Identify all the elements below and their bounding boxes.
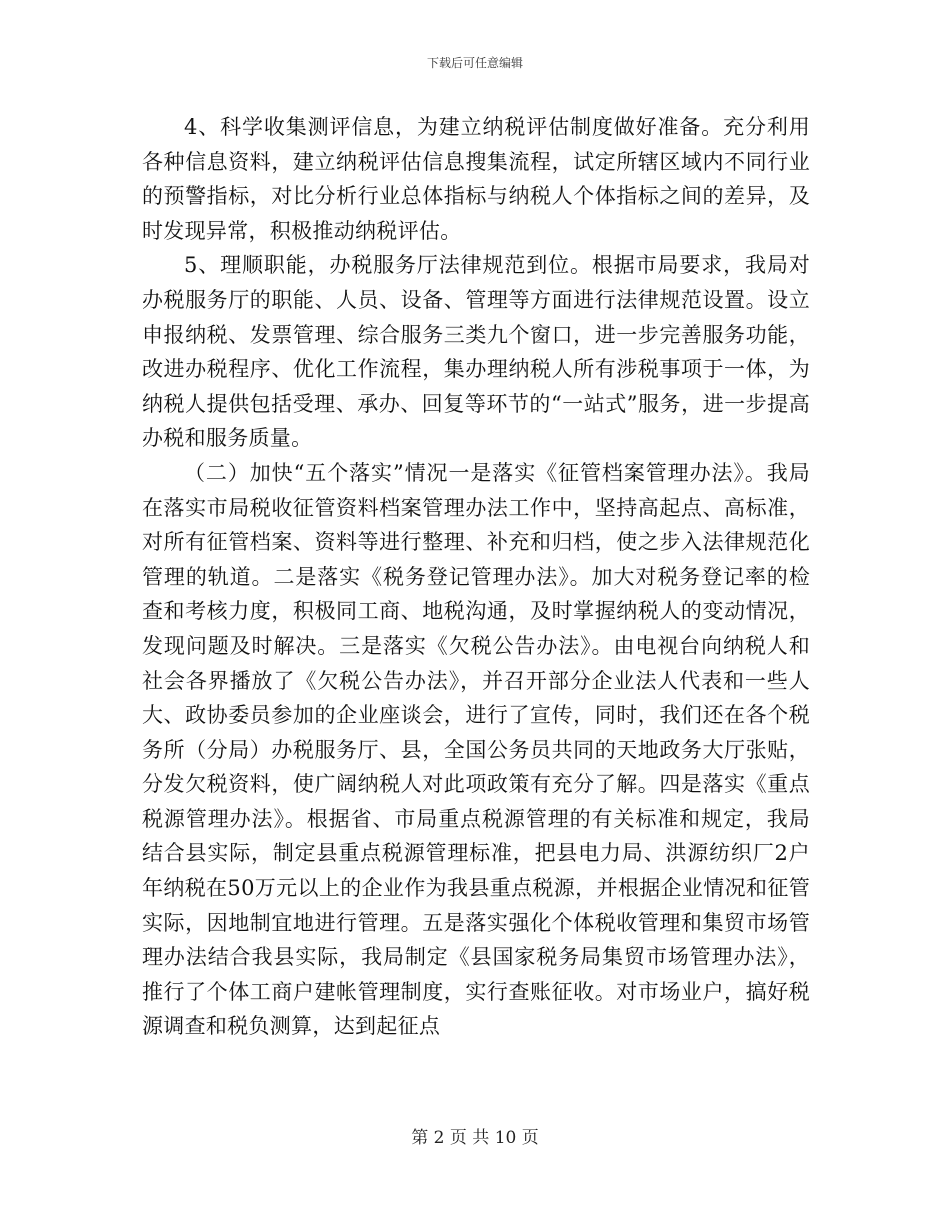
document-body: [142, 110, 810, 1044]
paragraph-item-4: 4、科学收集测评信息，为建立纳税评估制度做好准备。充分利用各种信息资料，建立纳税评估信息搜集流程，试定所辖区域内不同行业的预警指标，对比分析行业总体指标与纳税人个体指标之间的差异，及时发现异常，积极推动纳税评估。: [142, 115, 810, 243]
page-header: 下载后可任意编辑: [426, 56, 523, 70]
page-footer: 第 2 页 共 10 页: [411, 1128, 539, 1148]
paragraph-item-5: 5、理顺职能，办税服务厅法律规范到位。根据市局要求，我局对办税服务厅的职能、人员、设备、管理等方面进行法律规范设置。设立申报纳税、发票管理、综合服务三类九个窗口，进一步完善服务功能，改进办税程序、优化工作流程，集办理纳税人所有涉税事项于一体，为纳税人提供包括受理、承办、回复等环节的“一站式”服务，进一步提高办税和服务质量。: [142, 253, 810, 451]
paragraph-five-implementations: （二）加快“五个落实”情况一是落实《征管档案管理办法》。我局在落实市局税收征管资料档案管理办法工作中，坚持高起点、高标准，对所有征管档案、资料等进行整理、补充和归档，使之步入法律规范化管理的轨道。二是落实《税务登记管理办法》。加大对税务登记率的检查和考核力度，积极同工商、地税沟通，及时掌握纳税人的变动情况，发现问题及时解决。三是落实《欠税公告办法》。由电视台向纳税人和社会各界播放了《欠税公告办法》，并召开部分企业法人代表和一些人大、政协委员参加的企业座谈会，进行了宣传，同时，我们还在各个税务所（分局）办税服务厅、县，全国公务员共同的天地政务大厅张贴，分发欠税资料，使广阔纳税人对此项政策有充分了解。四是落实《重点税源管理办法》。根据省、市局重点税源管理的有关标准和规定，我局结合县实际，制定县重点税源管理标准，把县电力局、洪源纺织厂2户年纳税在50万元以上的企业作为我县重点税源，并根据企业情况和征管实际，因地制宜地进行管理。五是落实强化个体税收管理和集贸市场管理办法结合我县实际，我局制定《县国家税务局集贸市场管理办法》，推行了个体工商户建帐管理制度，实行查账征收。对市场业户，搞好税源调查和税负测算，达到起征点: [142, 460, 810, 1039]
